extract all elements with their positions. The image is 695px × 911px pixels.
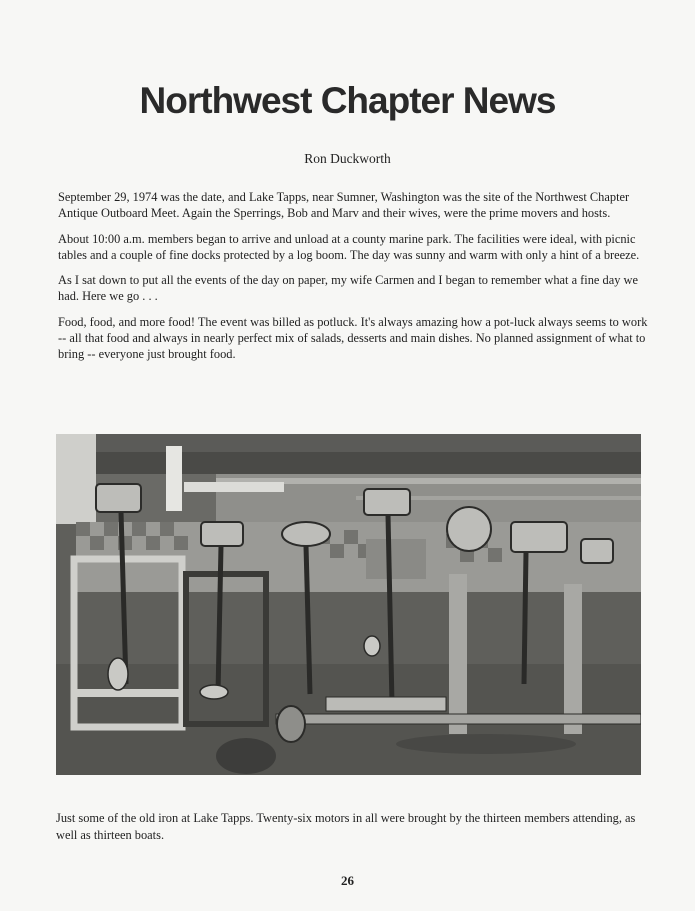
photo-caption: Just some of the old iron at Lake Tapps. Twenty-six motors in all were brought by the thirteen members attending, as well as thirteen boats.: [56, 811, 636, 842]
paragraph: September 29, 1974 was the date, and Lake Tapps, near Sumner, Washington was the site of the Northwest Chapter Antique Outboard Meet. Again the Sperrings, Bob and Marv and their wives, were the prime movers and hosts.: [58, 190, 630, 221]
article-author: Ron Duckworth: [304, 151, 391, 166]
paragraph: Food, food, and more food! The event was billed as potluck. It's always amazing how a pot-luck always seems to work -- all that food and always in nearly perfect mix of salads, desserts and main dishes. No planned assignment of what to bring -- everyone just brought food.: [58, 314, 648, 362]
page-number: 26: [341, 873, 354, 888]
paragraph: As I sat down to put all the events of the day on paper, my wife Carmen and I began to remember what a fine day we had. Here we go . . .: [58, 273, 638, 304]
article-body: [58, 189, 648, 372]
photo-outboard-motors: [56, 434, 641, 775]
paragraph: About 10:00 a.m. members began to arrive and unload at a county marine park. The facilities were ideal, with picnic tables and a couple of fine docks protected by a log boom. The day was sunny and warm with only a hint of a breeze.: [58, 231, 640, 262]
article-title: Northwest Chapter News: [139, 80, 556, 121]
